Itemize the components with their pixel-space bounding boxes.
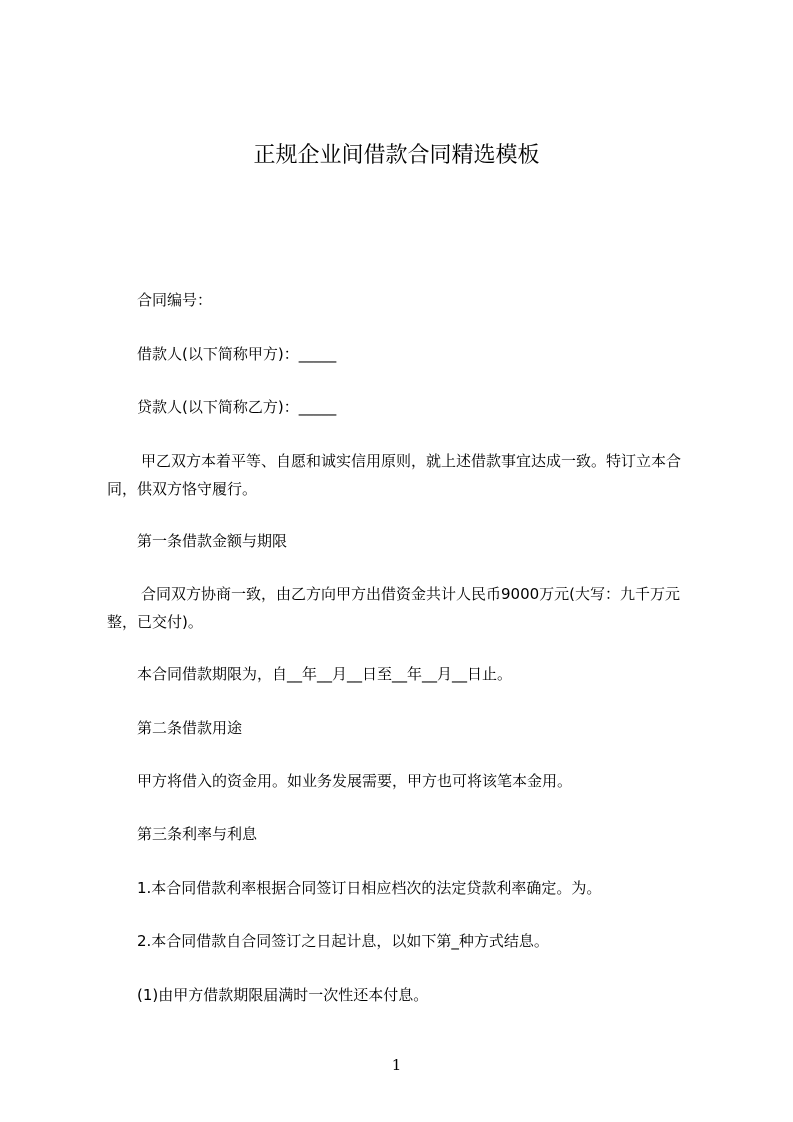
lender-line: 贷款人(以下简称乙方)：_____ [137, 398, 337, 416]
borrower-line: 借款人(以下简称甲方)：_____ [137, 345, 337, 363]
document-title: 正规企业间借款合同精选模板 [253, 143, 540, 168]
article-3-heading: 第三条利率与利息 [137, 825, 258, 843]
page-number: 1 [391, 1056, 402, 1074]
article-2-paragraph: 甲方将借入的资金用。如业务发展需要，甲方也可将该笔本金用。 [137, 772, 573, 790]
article-1-amount-paragraph: 合同双方协商一致，由乙方向甲方出借资金共计人民币9000万元(大写：九千万元整，已交付)。 [107, 585, 681, 631]
article-3-item-2: 2.本合同借款自合同签订之日起计息，以如下第_种方式结息。 [137, 932, 549, 950]
article-3-item-1: 1.本合同借款利率根据合同签订日相应档次的法定贷款利率确定。为。 [137, 879, 602, 897]
article-2-heading: 第二条借款用途 [137, 719, 243, 737]
preamble-paragraph: 甲乙双方本着平等、自愿和诚实信用原则，就上述借款事宜达成一致。特订立本合同，供双方恪守履行。 [107, 452, 682, 498]
article-3-item-2-option-1: (1)由甲方借款期限届满时一次性还本付息。 [137, 986, 429, 1004]
article-1-heading: 第一条借款金额与期限 [137, 532, 288, 550]
contract-number-line: 合同编号： [137, 291, 213, 309]
article-1-term-paragraph: 本合同借款期限为，自__年__月__日至__年__月__日止。 [137, 665, 513, 683]
